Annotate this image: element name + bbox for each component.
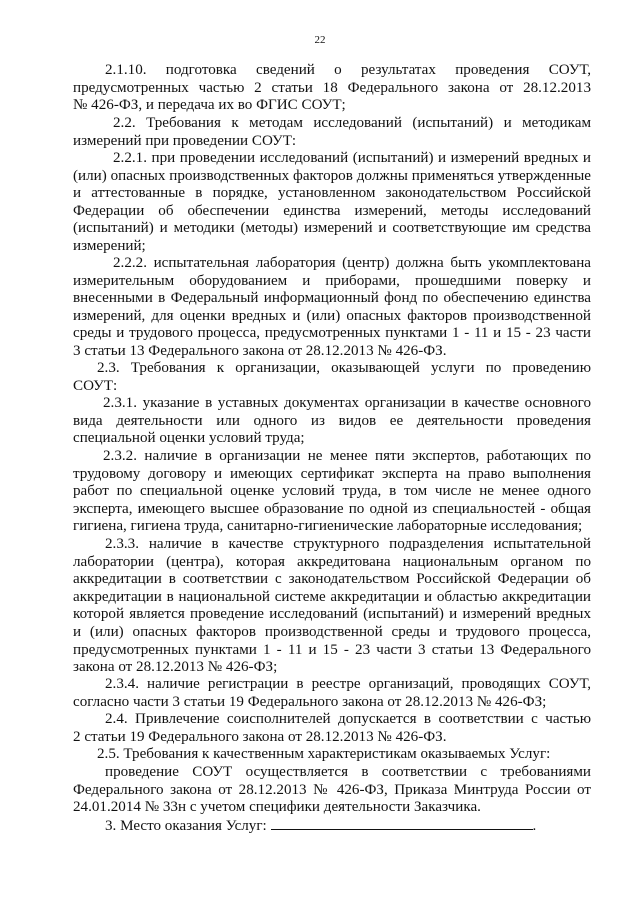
paragraph-2-1-10	[73, 62, 591, 115]
place-label: 3. Место оказания Услуг:	[105, 818, 267, 834]
paragraph-2-2-2	[73, 255, 591, 361]
text-line: и (или) опасных факторов производственной среды и трудового процесса,	[73, 623, 591, 640]
text-line: лаборатории (центра), которая аккредитована национальным органом по	[73, 553, 591, 570]
text-line: (испытаний) и методики (методы) измерений и соответствующие им средства	[73, 220, 591, 237]
text-line: предусмотренных частью 2 статьи 18 Федерального закона от 28.12.2013	[73, 79, 591, 96]
text-line	[73, 816, 591, 834]
text-line: трудовому договору и имеющих сертификат эксперта на право выполнения	[73, 465, 591, 482]
text-line: Федерации об обеспечении единства измерений, методы исследований	[73, 202, 591, 219]
paragraph-2-3-2	[73, 448, 591, 536]
text-line: 24.01.2014 № 33н с учетом специфики деятельности Заказчика.	[73, 799, 481, 816]
paragraph-2-3-3	[73, 536, 591, 677]
text-line: 2.2. Требования к методам исследований (испытаний) и методикам	[113, 115, 591, 131]
text-line: 2.5. Требования к качественным характеристикам оказываемых Услуг:	[97, 746, 551, 762]
paragraph-2-4	[73, 711, 591, 746]
text-line: измерений, для оценки вредных и (или) опасных факторов производственной	[73, 307, 591, 324]
text-line: 2.3.2. наличие в организации не менее пяти экспертов, работающих по	[103, 448, 591, 464]
text-line: 2.3.4. наличие регистрации в реестре организаций, проводящих СОУТ,	[105, 676, 591, 692]
text-line: эксперта, имеющего высшее образование по одной из специальностей - общая	[73, 500, 591, 517]
text-line: 2.3.3. наличие в качестве структурного подразделения испытательной	[105, 536, 591, 552]
paragraph-2-5	[73, 746, 591, 764]
blank-fill-line	[271, 816, 533, 830]
text-line: предусмотренных пунктами 1 - 11 и 15 - 23 части 3 статьи 13 Федерального	[73, 641, 591, 658]
text-line: измерений при проведении СОУТ:	[73, 132, 297, 149]
text-line: закона от 28.12.2013 № 426-ФЗ;	[73, 659, 278, 676]
paragraph-2-2-1	[73, 150, 591, 256]
text-line: СОУТ:	[73, 377, 118, 394]
text-line: проведение СОУТ осуществляется в соответствии с требованиями	[105, 764, 591, 780]
paragraph-2-3-4	[73, 676, 591, 711]
text-line: № 426-ФЗ, и передача их во ФГИС СОУТ;	[73, 97, 346, 114]
text-line: аккредитации в национальной системе аккредитации и областью аккредитации	[73, 588, 591, 605]
page-number: 22	[314, 34, 326, 46]
text-line: согласно части 3 статьи 19 Федерального закона от 28.12.2013 № 426-ФЗ;	[73, 693, 547, 710]
text-line: 2.2.2. испытательная лаборатория (центр) должна быть укомплектована	[113, 255, 591, 271]
text-line: 2.2.1. при проведении исследований (испытаний) и измерений вредных и	[113, 150, 591, 166]
paragraph-2-3-1	[73, 395, 591, 448]
text-line: которой является проведение исследований (испытаний) и измерений вредных	[73, 606, 591, 623]
text-line: измерений;	[73, 237, 146, 254]
paragraph-2-3	[73, 360, 591, 395]
text-line: аккредитации в соответствии с законодательством Российской Федерации об	[73, 571, 591, 588]
text-line: 2.4. Привлечение соисполнителей допускается в соответствии с частью	[105, 711, 591, 727]
text-line: измерительным оборудованием и приборами, прошедшими поверку и	[73, 272, 591, 289]
text-line: среды и трудового процесса, предусмотренных пунктами 1 - 11 и 15 - 23 части	[73, 325, 591, 342]
text-line: 2.1.10. подготовка сведений о результатах проведения СОУТ,	[105, 62, 591, 78]
paragraph-2-5-body	[73, 764, 591, 817]
text-line: 3 статьи 13 Федерального закона от 28.12.2013 № 426-ФЗ.	[73, 342, 447, 359]
text-line: 2.3.1. указание в уставных документах организации в качестве основного	[103, 395, 591, 411]
place-suffix: .	[532, 818, 537, 834]
text-line: 2 статьи 19 Федерального закона от 28.12.2013 № 426-ФЗ.	[73, 728, 447, 745]
text-line: (или) опасных производственных факторов должны применяться утвержденные	[73, 167, 591, 184]
text-line: работ по специальной оценке условий труда, в том числе не менее одного	[73, 483, 591, 500]
text-line: Федерального закона от 28.12.2013 № 426-ФЗ, Приказа Минтруда России от	[73, 781, 591, 798]
text-line: и аттестованные в порядке, установленном законодательством Российской	[73, 185, 591, 202]
text-line: вида деятельности или одного из видов ее деятельности проведения	[73, 412, 591, 429]
paragraph-3-place	[73, 816, 591, 834]
paragraph-2-2	[73, 115, 591, 150]
text-line: специальной оценки условий труда;	[73, 430, 305, 447]
text-line: гигиена, гигиена труда, санитарно-гигиенические лабораторные исследования;	[73, 518, 583, 535]
text-line: 2.3. Требования к организации, оказывающей услуги по проведению	[97, 360, 591, 376]
text-line: внесенными в Федеральный информационный фонд по обеспечению единства	[73, 290, 591, 307]
